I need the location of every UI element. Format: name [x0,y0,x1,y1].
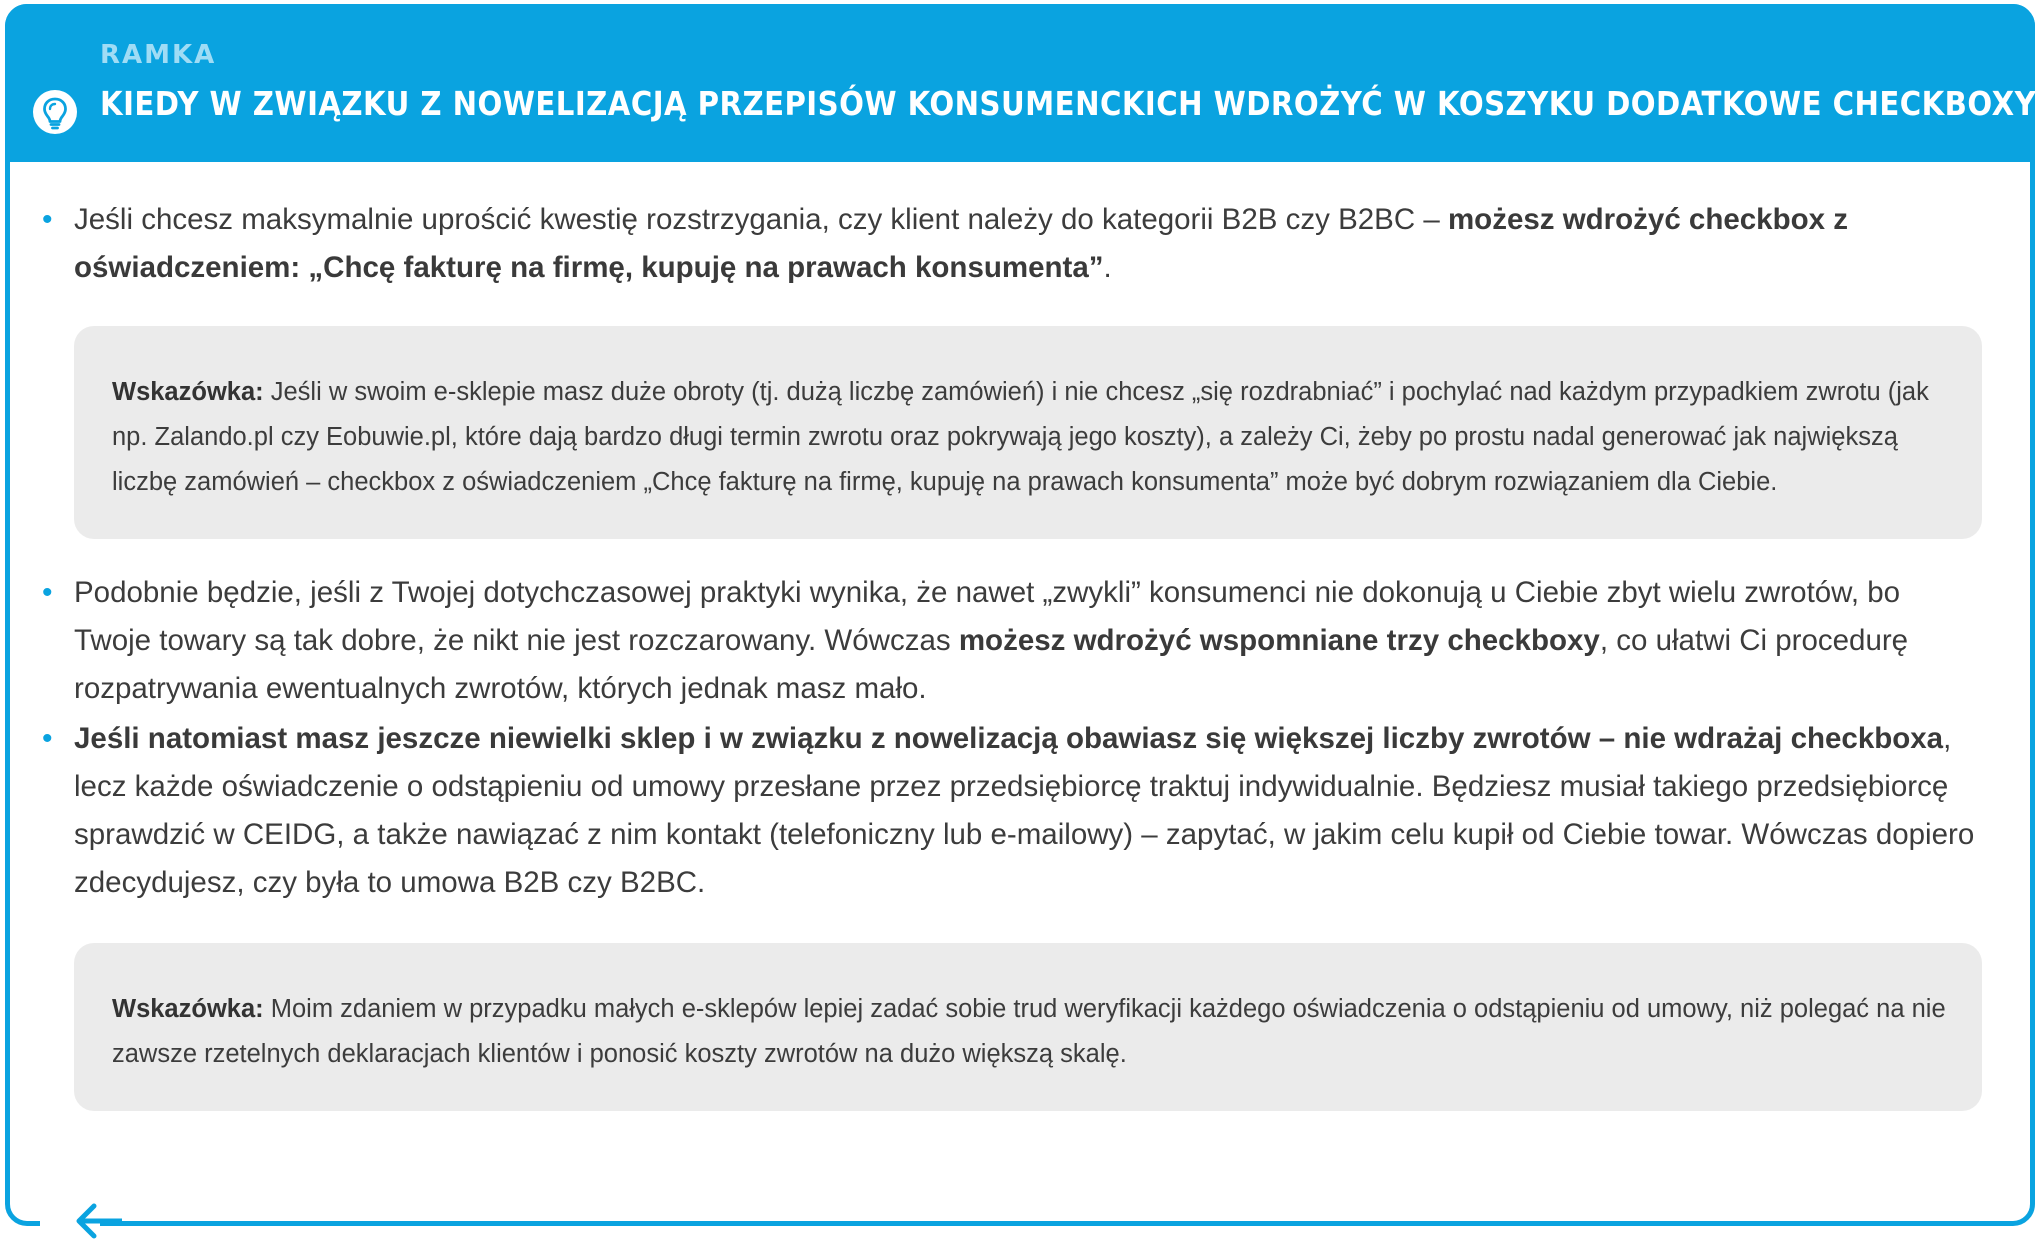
lightbulb-icon [33,90,77,134]
back-arrow-icon[interactable] [72,1200,122,1242]
tip-label: Wskazówka: [112,378,264,406]
bullet-dot: • [42,576,53,609]
item-text-end: , lecz każde oświadczenie o odstąpieniu od umowy przesłane przez przedsiębiorcę traktuj indywidualnie. Będziesz musiał takiego przedsiębiorcę sprawdzić w CEIDG, a także nawiązać z nim kontakt (telefoniczny lub e-mailowy) – zapytać, w jakim celu kupił od Ciebie towar. Wówczas dopiero zdecydujesz, czy była to umowa B2B czy B2BC. [74,722,1975,899]
tip-box [74,326,1982,539]
item-bold-text: możesz wdrożyć wspomniane trzy checkboxy [958,624,1600,657]
box-header [5,4,2035,162]
list-item [40,569,1982,713]
box-kicker: RAMKA [100,40,217,70]
tip-text: Moim zdaniem w przypadku małych e-sklepów lepiej zadać sobie trud weryfikacji każdego oświadczenia o odstąpieniu od umowy, niż polegać na nie zawsze rzetelnych deklaracjach klientów i ponosić koszty zwrotów na dużo większą skalę. [112,995,1946,1068]
item-bold-text: Jeśli natomiast masz jeszcze niewielki sklep i w związku z nowelizacją obawiasz się większej liczby zwrotów – nie wdrażaj checkboxa [74,722,1944,755]
box-content [40,196,1982,1111]
tip-box [74,943,1982,1111]
list-item [40,715,1982,907]
box-title: KIEDY W ZWIĄZKU Z NOWELIZACJĄ PRZEPISÓW KONSUMENCKICH WDROŻYĆ W KOSZYKU DODATKOWE CHECKBOXY [100,84,2037,123]
item-bold-text: możesz wdrożyć checkbox z oświadczeniem: „Chcę fakturę na firmę, kupuję na prawach konsumenta” [74,203,1848,284]
bullet-dot: • [42,722,53,755]
bullet-dot: • [42,203,53,236]
item-text-end: . [1103,251,1112,284]
list-item [40,196,1982,292]
item-text-end: , co ułatwi Ci procedurę rozpatrywania ewentualnych zwrotów, których jednak masz mało. [74,624,1909,705]
item-text: Jeśli chcesz maksymalnie uprościć kwestię rozstrzygania, czy klient należy do kategorii B2B czy B2BC – [74,203,1448,236]
item-text: Podobnie będzie, jeśli z Twojej dotychczasowej praktyki wynika, że nawet „zwykli” konsumenci nie dokonują u Ciebie zbyt wielu zwrotów, bo Twoje towary są tak dobre, że nikt nie jest rozczarowany. Wówczas [74,576,1901,657]
tip-text: Jeśli w swoim e-sklepie masz duże obroty (tj. dużą liczbę zamówień) i nie chcesz „się rozdrabniać” i pochylać nad każdym przypadkiem zwrotu (jak np. Zalando.pl czy Eobuwie.pl, które dają bardzo długi termin zwrotu oraz pokrywają jego koszty), a zależy Ci, żeby po prostu nadal generować jak największą liczbę zamówień – checkbox z oświadczeniem „Chcę fakturę na firmę, kupuję na prawach konsumenta” może być dobrym rozwiązaniem dla Ciebie. [112,378,1929,496]
tip-label: Wskazówka: [112,995,264,1023]
